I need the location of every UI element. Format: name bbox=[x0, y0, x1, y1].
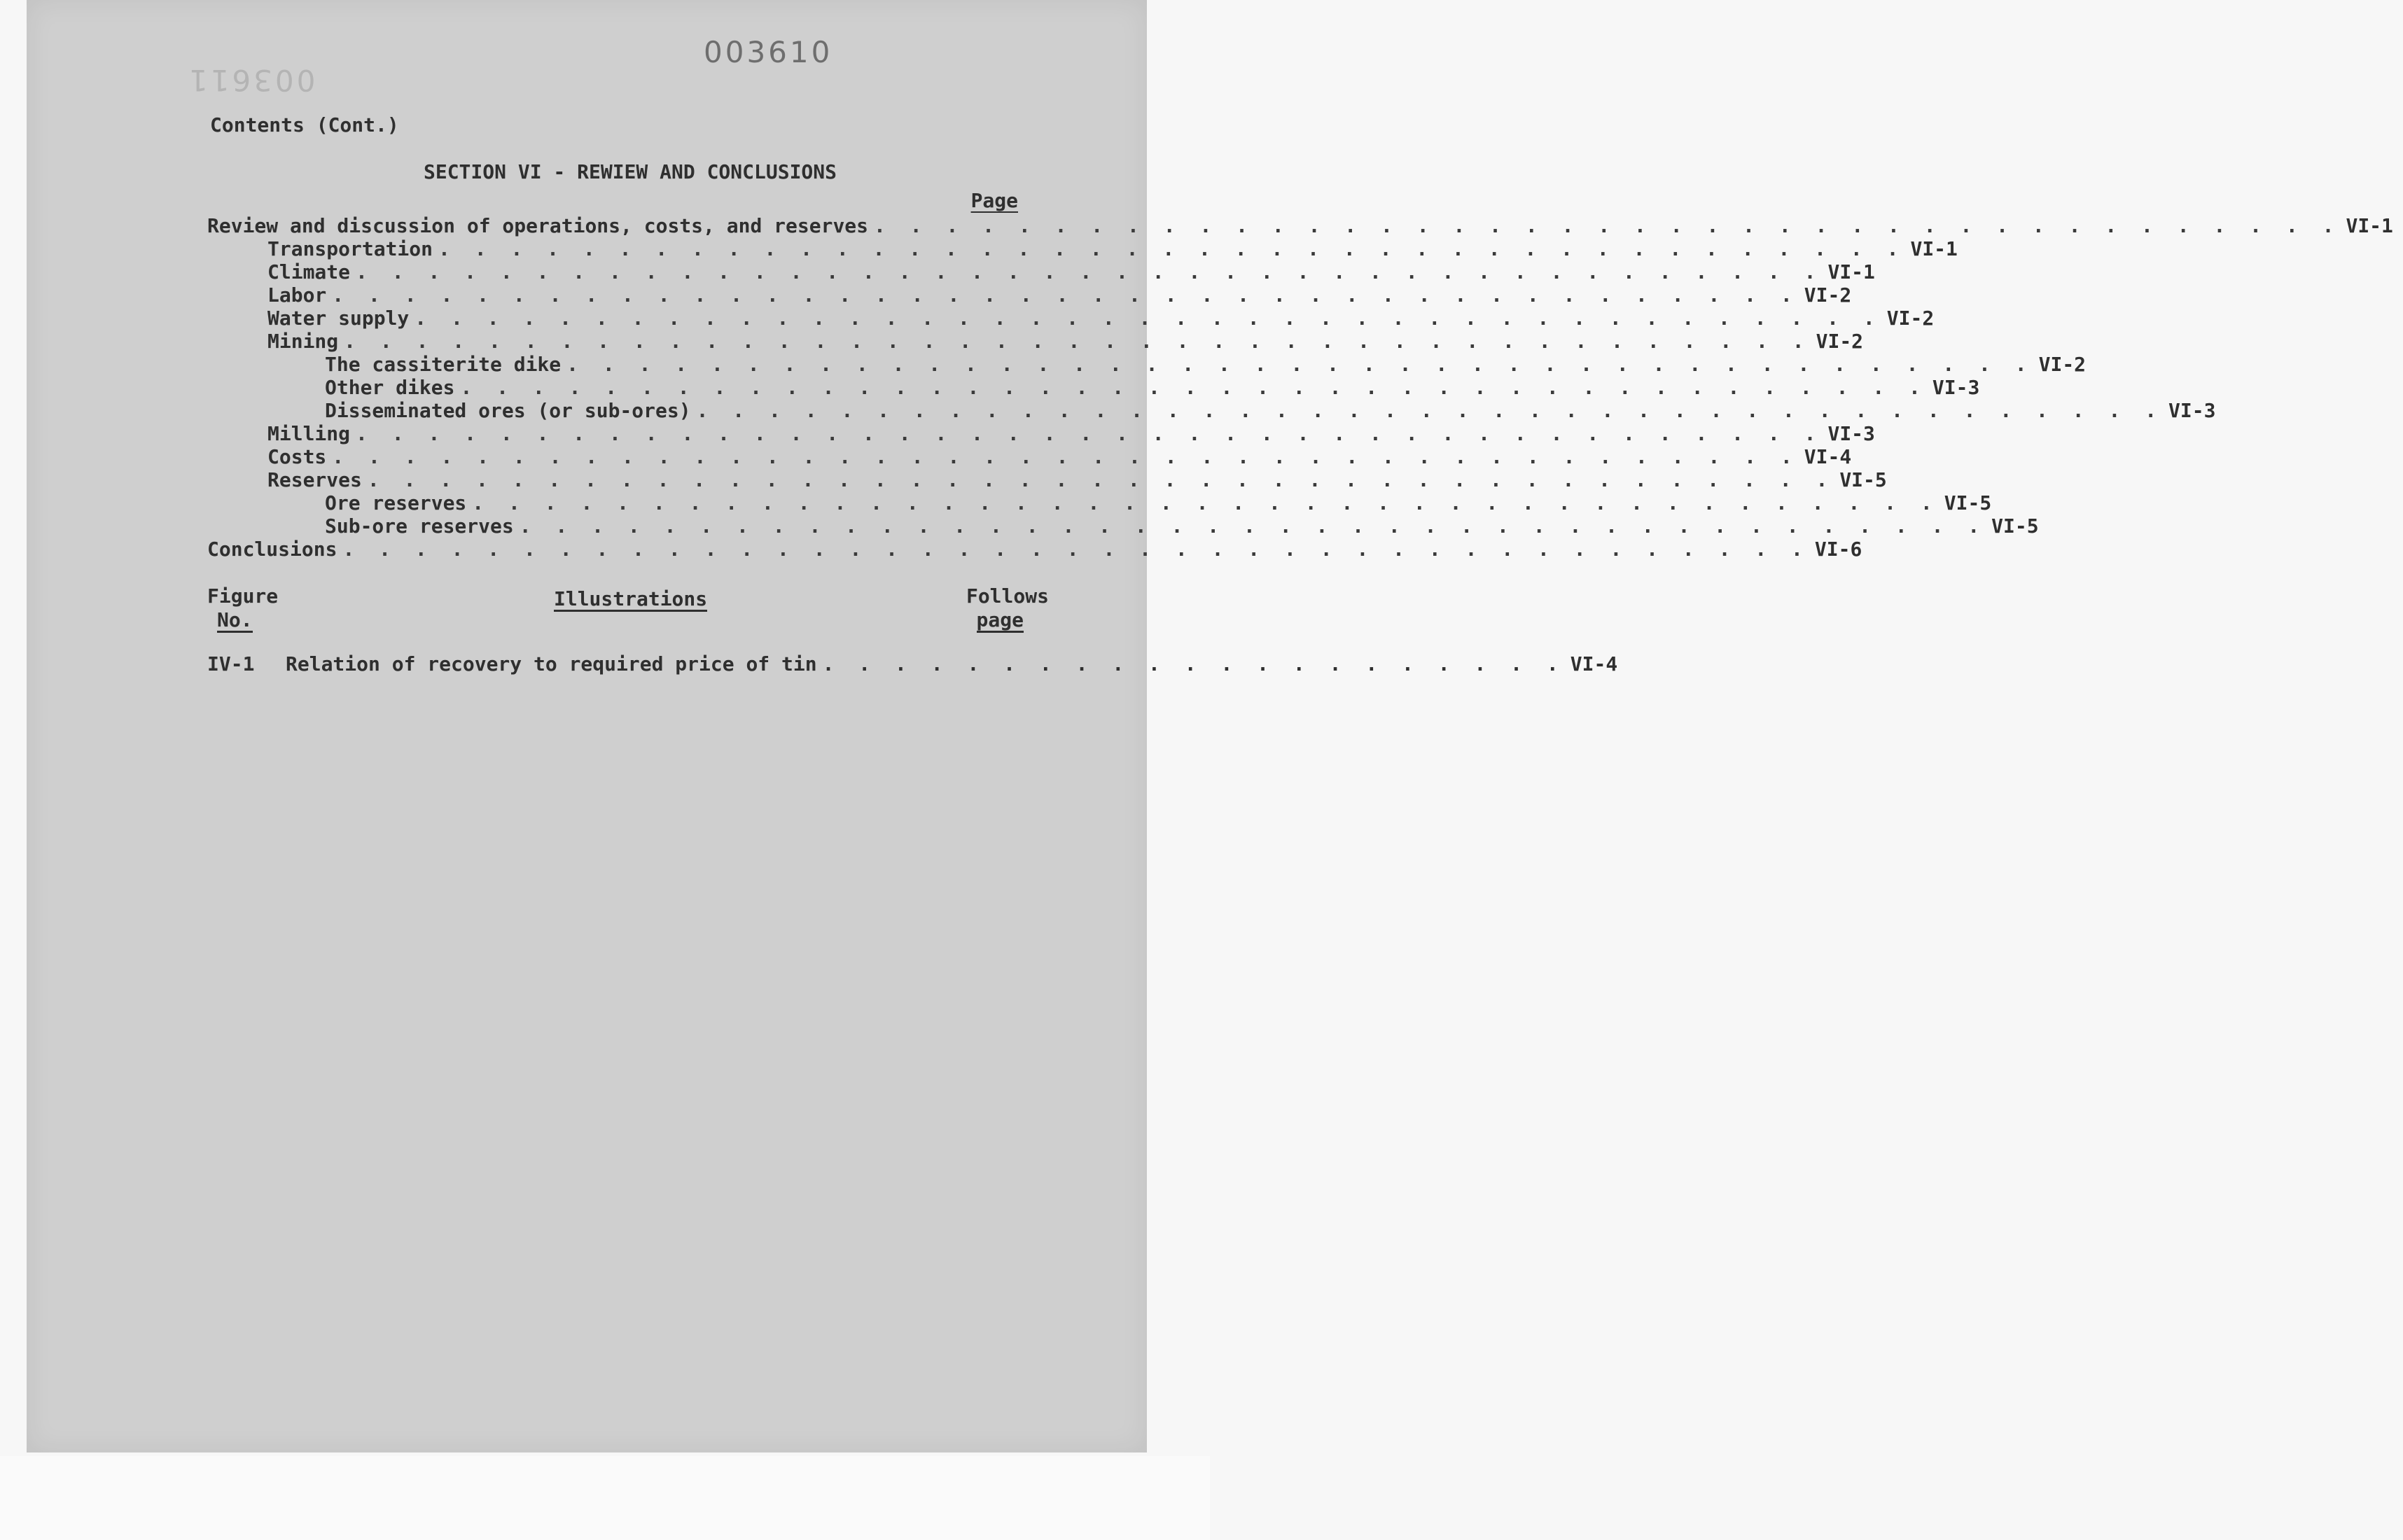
toc-row bbox=[207, 353, 2087, 376]
toc-label: Labor bbox=[267, 284, 327, 307]
toc-label: Climate bbox=[267, 260, 351, 284]
dot-leader: . . . . . . . . . . . . . . . . . . . . . . . . . . . . . . . . . . . . . . . . . bbox=[356, 422, 1823, 445]
toc-row bbox=[207, 491, 1992, 514]
dot-leader: . . . . . . . . . . . . . . . . . . . . . . . . . . . . . . . . . . . . . . . . . bbox=[332, 445, 1799, 468]
bleed-through-stamp: 003611 bbox=[186, 63, 316, 97]
dot-leader: . . . . . . . . . . . . . . . . . . . . . . . . . . . . . . . . . . . . . . . . . bbox=[342, 538, 1809, 561]
toc-row bbox=[207, 376, 1980, 399]
toc-label: Conclusions bbox=[207, 538, 337, 561]
dot-leader: . . . . . . . . . . . . . . . . . . . . . . . . . . . . . . . . . . . . . . . . . bbox=[566, 353, 2033, 376]
toc-page: VI-1 bbox=[1910, 237, 1958, 260]
toc-label: Water supply bbox=[267, 307, 410, 330]
toc-page: VI-2 bbox=[1804, 284, 1852, 307]
dot-leader: . . . . . . . . . . . . . . . . . . . . . . . . . . . . . . . . . . . . . . . . . bbox=[415, 307, 1881, 330]
figure-number-heading bbox=[207, 584, 278, 633]
dot-leader: . . . . . . . . . . . . . . . . . . . . . . . . . . . . . . . . . . . . . . . . . bbox=[356, 260, 1823, 284]
toc-label: Review and discussion of operations, costs, and reserves bbox=[207, 214, 869, 237]
toc-page: VI-5 bbox=[1944, 491, 1992, 514]
page-margin bbox=[0, 1456, 1210, 1540]
toc-page: VI-6 bbox=[1814, 538, 1862, 561]
dot-leader: . . . . . . . . . . . . . . . . . . . . . . . . . . . . . . . . . . . . . . . . . bbox=[332, 284, 1799, 307]
section-title: SECTION VI - REWIEW AND CONCLUSIONS bbox=[423, 160, 837, 183]
contents-heading: Contents (Cont.) bbox=[210, 113, 399, 136]
toc-list bbox=[207, 214, 2393, 561]
dot-leader: . . . . . . . . . . . . . . . . . . . . . . . . . . . . . . . . . . . . . . . . . bbox=[519, 514, 1986, 538]
dot-leader: . . . . . . . . . . . . . . . . . . . . . bbox=[822, 652, 1565, 676]
toc-row bbox=[207, 538, 1862, 561]
toc-label: Mining bbox=[267, 330, 339, 353]
illustrations-header bbox=[207, 584, 1049, 633]
toc-page: VI-2 bbox=[2038, 353, 2087, 376]
follows-page-heading bbox=[966, 584, 1049, 633]
illustrations-title: Illustrations bbox=[553, 587, 708, 610]
toc-label: Reserves bbox=[267, 468, 362, 491]
dot-leader: . . . . . . . . . . . . . . . . . . . . . . . . . . . . . . . . . . . . . . . . . bbox=[438, 237, 1905, 260]
figure-heading-line2: No. bbox=[217, 608, 253, 631]
dot-leader: . . . . . . . . . . . . . . . . . . . . . . . . . . . . . . . . . . . . . . . . . bbox=[460, 376, 1927, 399]
toc-page: VI-5 bbox=[1991, 514, 2039, 538]
toc-page: VI-1 bbox=[2346, 214, 2393, 237]
toc-label: Disseminated ores (or sub-ores) bbox=[325, 399, 691, 422]
toc-page: VI-2 bbox=[1886, 307, 1935, 330]
toc-page: VI-1 bbox=[1827, 260, 1875, 284]
dot-leader: . . . . . . . . . . . . . . . . . . . . . . . . . . . . . . . . . . . . . . . . . bbox=[344, 330, 1811, 353]
toc-row bbox=[207, 214, 2393, 237]
toc-label: Transportation bbox=[267, 237, 433, 260]
dot-leader: . . . . . . . . . . . . . . . . . . . . . . . . . . . . . . . . . . . . . . . . . bbox=[472, 491, 1939, 514]
toc-label: Other dikes bbox=[325, 376, 455, 399]
toc-page: VI-3 bbox=[2168, 399, 2216, 422]
toc-row bbox=[207, 399, 2216, 422]
toc-page: VI-5 bbox=[1839, 468, 1887, 491]
contents-body bbox=[207, 113, 2393, 676]
figure-heading-line1: Figure bbox=[207, 584, 279, 608]
toc-label: Sub-ore reserves bbox=[325, 514, 514, 538]
toc-row bbox=[207, 422, 1875, 445]
follows-heading-line2: page bbox=[976, 608, 1024, 631]
dot-leader: . . . . . . . . . . . . . . . . . . . . . . . . . . . . . . . . . . . . . . . . . bbox=[696, 399, 2164, 422]
toc-label: Costs bbox=[267, 445, 327, 468]
toc-label: Ore reserves bbox=[325, 491, 467, 514]
dot-leader: . . . . . . . . . . . . . . . . . . . . . . . . . . . . . . . . . . . . . . . . . bbox=[367, 468, 1834, 491]
figure-row bbox=[207, 652, 1618, 676]
toc-row bbox=[207, 237, 1958, 260]
figure-label: Relation of recovery to required price of tin bbox=[286, 652, 817, 676]
toc-page: VI-4 bbox=[1804, 445, 1852, 468]
toc-label: The cassiterite dike bbox=[325, 353, 562, 376]
toc-row bbox=[207, 307, 1935, 330]
toc-row bbox=[207, 330, 1864, 353]
figure-number: IV-1 bbox=[207, 652, 255, 676]
toc-page: VI-3 bbox=[1827, 422, 1875, 445]
toc-page: VI-3 bbox=[1932, 376, 1980, 399]
toc-page: VI-2 bbox=[1816, 330, 1864, 353]
toc-row bbox=[207, 468, 1887, 491]
follows-heading-line1: Follows bbox=[966, 584, 1049, 608]
toc-row bbox=[207, 514, 2039, 538]
toc-row bbox=[207, 445, 1852, 468]
document-number-stamp: 003610 bbox=[704, 35, 833, 69]
page-column-heading: Page bbox=[970, 189, 1018, 212]
dot-leader: . . . . . . . . . . . . . . . . . . . . . . . . . . . . . . . . . . . . . . . . . bbox=[874, 214, 2341, 237]
toc-label: Milling bbox=[267, 422, 351, 445]
toc-row bbox=[207, 284, 1852, 307]
toc-row bbox=[207, 260, 1875, 284]
figure-page: VI-4 bbox=[1570, 652, 1618, 676]
